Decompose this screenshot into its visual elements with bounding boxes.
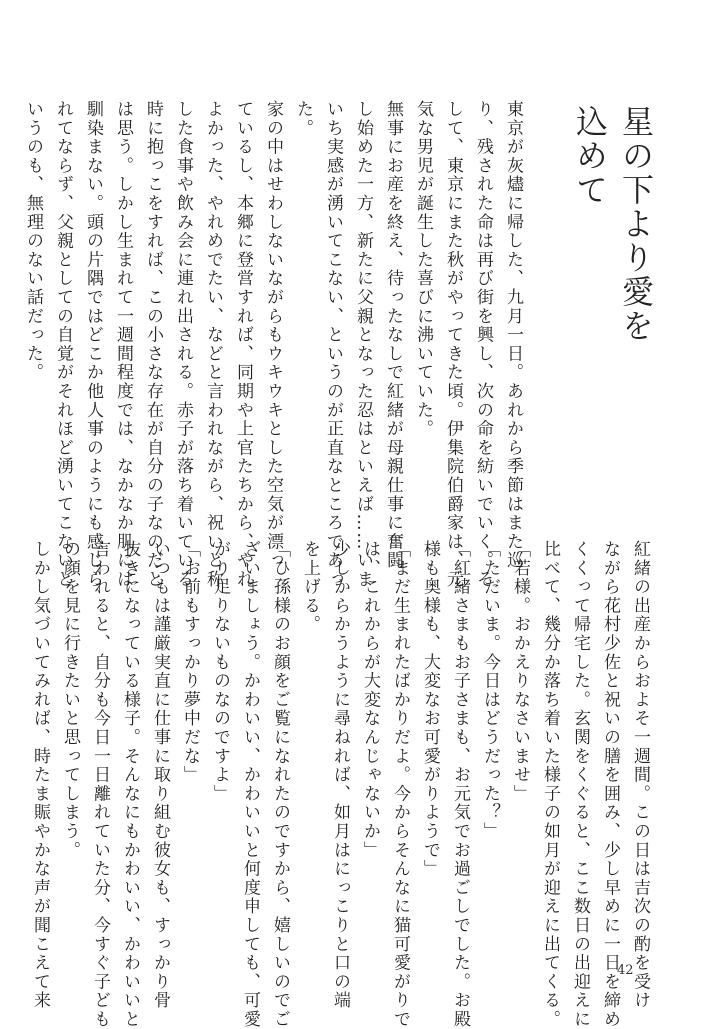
text-line: り、残された命は再び街を興し、次の命を紡いでいく。そ (473, 100, 493, 589)
text-line: は思う。しかし生まれて一週間程度では、なかなか肌には (113, 100, 133, 589)
text-line: は、これからが大変なんじゃないか」 (360, 540, 380, 860)
text-line: 少しからかうように尋ねれば、如月はにっこりと口の端 (330, 540, 350, 1010)
text-line: 言われると、自分も今日一日離れていた分、今すぐ子ども (90, 540, 110, 1029)
text-line: た。 (293, 100, 313, 138)
text-line: の顔を見に行きたいと思ってしまう。 (60, 540, 80, 860)
text-line: ながら花村少佐と祝いの膳を囲み、少し早めに一日を締め (600, 540, 620, 1029)
chapter-title: 星の下より愛を込めて (571, 105, 655, 343)
text-line: くくって帰宅した。玄関をくぐると、ここ数日の出迎えに (570, 540, 590, 1029)
text-line: れてならず、父親としての自覚がそれほど湧いてこないと (53, 100, 73, 589)
text-line: しかし気づいてみれば、時たま賑やかな声が聞こえて来 (30, 540, 50, 1010)
text-line: 家の中はせわしないながらもウキウキとした空気が漂っ (263, 100, 283, 570)
text-line: ざいましょう。かわいい、かわいいと何度申しても、可愛 (240, 540, 260, 1029)
text-line: 「まだ生まれたばかりだよ。今からそんなに猫可愛がりで (390, 540, 410, 1029)
text-line: 東京が灰燼に帰した、九月一日。あれから季節はまた巡 (503, 100, 523, 570)
text-line: 気な男児が誕生した喜びに沸いていた。 (413, 100, 433, 439)
text-line: 時に抱っこをすれば、この小さな存在が自分の子なのだと (143, 100, 163, 589)
text-line: した食事や飲み会に連れ出される。赤子が落ち着いている (173, 100, 193, 589)
text-line: して、東京にまた秋がやってきた頃。伊集院伯爵家は、元 (443, 100, 463, 589)
text-line: いうのも、無理のない話だった。 (23, 100, 43, 382)
text-line: 抜きになっている様子。そんなにもかわいい、かわいいと (120, 540, 140, 1029)
text-line: 馴染まない。頭の片隅ではどこか他人事のようにも感じら (83, 100, 103, 589)
text-line: よかった、やれめでたい、などと言われながら、祝いと称 (203, 100, 223, 589)
text-line: 「ただいま。今日はどうだった？」 (480, 540, 500, 841)
text-line: 「若様。おかえりなさいませ」 (510, 540, 530, 804)
text-line: 無事にお産を終え、待ったなしで紅緒が母親仕事に奮闘 (383, 100, 403, 570)
text-line: 様も奥様も、大変なお可愛がりようで」 (420, 540, 440, 879)
text-line: いち実感が湧いてこない、というのが正直なところであっ (323, 100, 343, 589)
text-line: ているし、本郷に登営すれば、同期や上官たちから、やれ (233, 100, 253, 589)
text-line: 「紅緒さまもお子さまも、お元気でお過ごしでした。お殿 (450, 540, 470, 1029)
text-line: 「お前もすっかり夢中だな」 (180, 540, 200, 785)
text-line: し始めた一方、新たに父親となった忍はといえば……いま (353, 100, 373, 589)
text-line: を上げる。 (300, 540, 320, 634)
page-number: 42 (617, 963, 634, 978)
text-line: 「ひ孫様のお顔をご覧になれたのですから、嬉しいのでご (270, 540, 290, 1029)
text-line: がり足りないものなのですよ」 (210, 540, 230, 804)
text-line: 比べて、幾分か落ち着いた様子の如月が迎えに出てくる。 (540, 540, 560, 1029)
text-line: 紅緒の出産からおよそ一週間。この日は吉次の酌を受け (630, 540, 650, 1010)
text-line: いつもは謹厳実直に仕事に取り組む彼女も、すっかり骨 (150, 540, 170, 1010)
